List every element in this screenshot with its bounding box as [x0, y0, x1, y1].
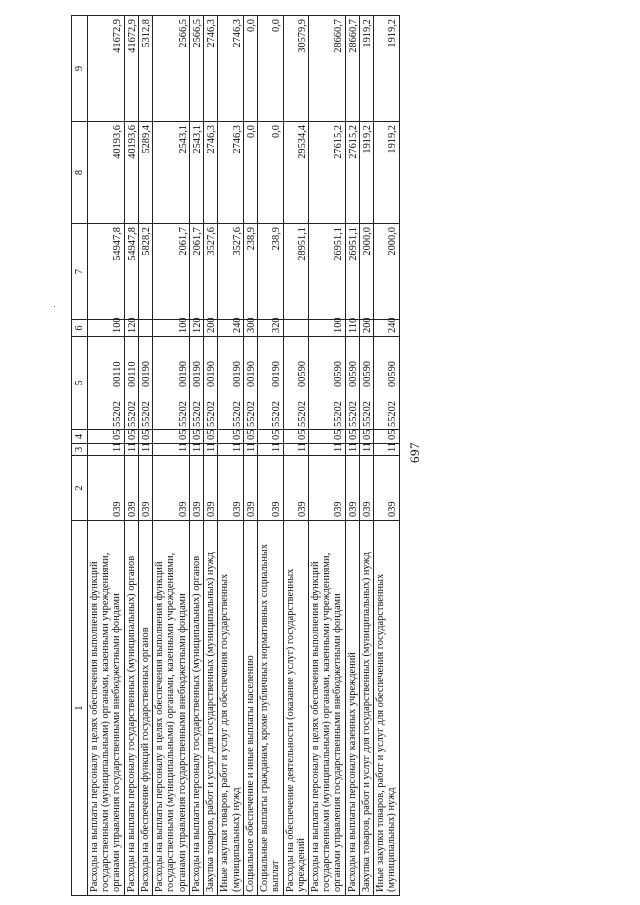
target-article-direction: 00190 — [191, 361, 203, 387]
amount-year-1: 2061,7 — [153, 224, 190, 320]
section-code: 11 — [218, 444, 243, 456]
target-article-direction: 00110 — [126, 361, 138, 387]
column-header: 9 — [72, 16, 88, 122]
target-article-direction: 00590 — [296, 361, 308, 387]
table-row — [218, 16, 243, 896]
target-article-direction: 00590 — [347, 361, 359, 387]
target-article-program: 55202 — [177, 401, 189, 427]
subsection-code: 05 — [138, 430, 152, 444]
target-article-direction: 00590 — [387, 361, 399, 387]
row-description: Иные закупки товаров, работ и услуг для обеспечения государственных (муниципальных) нужд — [218, 521, 243, 896]
page-number: 697 — [407, 442, 422, 463]
amount-year-3: 28660,7 — [345, 16, 359, 122]
subsection-code: 05 — [283, 430, 308, 444]
target-article-program: 55202 — [361, 401, 373, 427]
subsection-code: 05 — [308, 430, 345, 444]
column-header: 4 — [72, 430, 88, 444]
amount-year-2: 40193,6 — [88, 122, 125, 224]
target-article-code — [243, 337, 257, 430]
target-article-program: 55202 — [333, 401, 345, 427]
amount-year-2: 40193,6 — [124, 122, 138, 224]
section-code: 11 — [189, 444, 203, 456]
expense-type-code: 120 — [189, 320, 203, 337]
ministry-code: 039 — [124, 456, 138, 521]
target-article-code — [218, 337, 243, 430]
amount-year-2: 0,0 — [258, 122, 283, 224]
amount-year-3: 0,0 — [258, 16, 283, 122]
amount-year-1: 5828,2 — [138, 224, 152, 320]
amount-year-2: 2543,1 — [153, 122, 190, 224]
expense-type-code: 200 — [204, 320, 218, 337]
target-article-code — [189, 337, 203, 430]
amount-year-1: 2000,0 — [359, 224, 373, 320]
target-article-direction: 00190 — [245, 361, 257, 387]
column-header: 5 — [72, 337, 88, 430]
row-description: Расходы на выплаты персоналу государственных (муниципальных) органов — [124, 521, 138, 896]
target-article-code — [359, 337, 373, 430]
amount-year-3: 1919,2 — [374, 16, 399, 122]
row-description: Расходы на выплаты персоналу в целях обеспечения выполнения функций государственными (муниципальными) органами, казенными учреждениями, органами управления государственными внебюджетными фондами — [153, 521, 190, 896]
target-article-direction: 00110 — [112, 361, 124, 387]
section-code: 11 — [359, 444, 373, 456]
target-article-program: 55202 — [296, 401, 308, 427]
row-description: Расходы на выплаты персоналу в целях обеспечения выполнения функций государственными (муниципальными) органами, казенными учреждениями, органами управления государственными внебюджетными фондами — [88, 521, 125, 896]
amount-year-3: 41672,9 — [88, 16, 125, 122]
expense-type-code: 100 — [308, 320, 345, 337]
amount-year-3: 2746,3 — [218, 16, 243, 122]
ministry-code: 039 — [153, 456, 190, 521]
target-article-code — [204, 337, 218, 430]
expense-type-code: 120 — [124, 320, 138, 337]
table-row — [189, 16, 203, 896]
table-row — [308, 16, 345, 896]
amount-year-2: 0,0 — [243, 122, 257, 224]
section-code: 11 — [345, 444, 359, 456]
expense-type-code — [138, 320, 152, 337]
target-article-code — [345, 337, 359, 430]
target-article-code — [258, 337, 283, 430]
section-code: 11 — [88, 444, 125, 456]
amount-year-3: 0,0 — [243, 16, 257, 122]
target-article-direction: 00190 — [231, 361, 243, 387]
column-header: 2 — [72, 456, 88, 521]
table-row — [345, 16, 359, 896]
table-row — [258, 16, 283, 896]
target-article-program: 55202 — [206, 401, 218, 427]
amount-year-3: 2746,3 — [204, 16, 218, 122]
target-article-program: 55202 — [191, 401, 203, 427]
target-article-code — [124, 337, 138, 430]
amount-year-1: 26951,1 — [345, 224, 359, 320]
amount-year-3: 1919,2 — [359, 16, 373, 122]
subsection-code: 05 — [153, 430, 190, 444]
amount-year-1: 54947,8 — [88, 224, 125, 320]
subsection-code: 05 — [189, 430, 203, 444]
row-description: Закупка товаров, работ и услуг для государственных (муниципальных) нужд — [359, 521, 373, 896]
row-description: Расходы на выплаты персоналу в целях обеспечения выполнения функций государственными (муниципальными) органами, казенными учреждениями, органами управления государственными внебюджетными фондами — [308, 521, 345, 896]
expense-type-code: 320 — [258, 320, 283, 337]
section-code: 11 — [374, 444, 399, 456]
amount-year-2: 29534,4 — [283, 122, 308, 224]
amount-year-2: 2746,3 — [218, 122, 243, 224]
table-row — [359, 16, 373, 896]
table-row — [88, 16, 125, 896]
amount-year-1: 2000,0 — [374, 224, 399, 320]
table-row — [374, 16, 399, 896]
expense-type-code: 200 — [359, 320, 373, 337]
subsection-code: 05 — [124, 430, 138, 444]
ministry-code: 039 — [359, 456, 373, 521]
amount-year-2: 2543,1 — [189, 122, 203, 224]
section-code: 11 — [258, 444, 283, 456]
amount-year-2: 1919,2 — [374, 122, 399, 224]
ministry-code: 039 — [283, 456, 308, 521]
amount-year-2: 5289,4 — [138, 122, 152, 224]
amount-year-3: 30579,9 — [283, 16, 308, 122]
expense-type-code: 240 — [218, 320, 243, 337]
ministry-code: 039 — [243, 456, 257, 521]
row-description: Расходы на обеспечение функций государственных органов — [138, 521, 152, 896]
budget-table — [71, 15, 400, 896]
row-description: Иные закупки товаров, работ и услуг для обеспечения государственных (муниципальных) нужд — [374, 521, 399, 896]
expense-type-code: 100 — [153, 320, 190, 337]
target-article-direction: 00190 — [271, 361, 283, 387]
ministry-code: 039 — [218, 456, 243, 521]
amount-year-1: 3527,6 — [218, 224, 243, 320]
amount-year-3: 2566,5 — [189, 16, 203, 122]
section-code: 11 — [308, 444, 345, 456]
target-article-direction: 00590 — [333, 361, 345, 387]
subsection-code: 05 — [88, 430, 125, 444]
amount-year-1: 2061,7 — [189, 224, 203, 320]
target-article-code — [88, 337, 125, 430]
table-row — [243, 16, 257, 896]
ministry-code: 039 — [308, 456, 345, 521]
scan-speck — [54, 306, 55, 307]
target-article-code — [138, 337, 152, 430]
table-row — [153, 16, 190, 896]
target-article-code — [374, 337, 399, 430]
column-header: 8 — [72, 122, 88, 224]
table-row — [283, 16, 308, 896]
target-article-direction: 00590 — [361, 361, 373, 387]
ministry-code: 039 — [204, 456, 218, 521]
amount-year-2: 27615,2 — [308, 122, 345, 224]
target-article-code — [283, 337, 308, 430]
target-article-code — [308, 337, 345, 430]
target-article-direction: 00190 — [206, 361, 218, 387]
target-article-direction: 00190 — [177, 361, 189, 387]
target-article-direction: 00190 — [140, 361, 152, 387]
row-description: Расходы на выплаты персоналу государственных (муниципальных) органов — [189, 521, 203, 896]
expense-type-code: 110 — [345, 320, 359, 337]
expense-type-code: 300 — [243, 320, 257, 337]
amount-year-1: 238,9 — [258, 224, 283, 320]
target-article-program: 55202 — [271, 401, 283, 427]
row-description: Закупка товаров, работ и услуг для государственных (муниципальных) нужд — [204, 521, 218, 896]
subsection-code: 05 — [218, 430, 243, 444]
amount-year-3: 28660,7 — [308, 16, 345, 122]
amount-year-2: 2746,3 — [204, 122, 218, 224]
target-article-program: 55202 — [126, 401, 138, 427]
table-row — [124, 16, 138, 896]
expense-type-code: 240 — [374, 320, 399, 337]
section-code: 11 — [153, 444, 190, 456]
row-description: Социальные выплаты гражданам, кроме публичных нормативных социальных выплат — [258, 521, 283, 896]
ministry-code: 039 — [374, 456, 399, 521]
section-code: 11 — [204, 444, 218, 456]
expense-type-code: 100 — [88, 320, 125, 337]
ministry-code: 039 — [88, 456, 125, 521]
amount-year-1: 26951,1 — [308, 224, 345, 320]
amount-year-3: 5312,8 — [138, 16, 152, 122]
column-header: 7 — [72, 224, 88, 320]
section-code: 11 — [283, 444, 308, 456]
target-article-program: 55202 — [347, 401, 359, 427]
ministry-code: 039 — [345, 456, 359, 521]
table-row — [138, 16, 152, 896]
table-header-row — [72, 16, 88, 896]
expense-type-code — [283, 320, 308, 337]
target-article-program: 55202 — [140, 401, 152, 427]
subsection-code: 05 — [359, 430, 373, 444]
subsection-code: 05 — [204, 430, 218, 444]
target-article-code — [153, 337, 190, 430]
target-article-program: 55202 — [387, 401, 399, 427]
section-code: 11 — [138, 444, 152, 456]
row-description: Расходы на выплаты персоналу казенных учреждений — [345, 521, 359, 896]
amount-year-1: 238,9 — [243, 224, 257, 320]
section-code: 11 — [243, 444, 257, 456]
subsection-code: 05 — [258, 430, 283, 444]
amount-year-2: 27615,2 — [345, 122, 359, 224]
column-header: 1 — [72, 521, 88, 896]
target-article-program: 55202 — [112, 401, 124, 427]
subsection-code: 05 — [374, 430, 399, 444]
amount-year-1: 28951,1 — [283, 224, 308, 320]
amount-year-1: 3527,6 — [204, 224, 218, 320]
column-header: 3 — [72, 444, 88, 456]
row-description: Расходы на обеспечение деятельности (оказание услуг) государственных учреждений — [283, 521, 308, 896]
row-description: Социальное обеспечение и иные выплаты населению — [243, 521, 257, 896]
table-row — [204, 16, 218, 896]
amount-year-3: 2566,5 — [153, 16, 190, 122]
ministry-code: 039 — [189, 456, 203, 521]
subsection-code: 05 — [345, 430, 359, 444]
amount-year-3: 41672,9 — [124, 16, 138, 122]
column-header: 6 — [72, 320, 88, 337]
amount-year-2: 1919,2 — [359, 122, 373, 224]
ministry-code: 039 — [258, 456, 283, 521]
target-article-program: 55202 — [245, 401, 257, 427]
ministry-code: 039 — [138, 456, 152, 521]
amount-year-1: 54947,8 — [124, 224, 138, 320]
subsection-code: 05 — [243, 430, 257, 444]
target-article-program: 55202 — [231, 401, 243, 427]
section-code: 11 — [124, 444, 138, 456]
